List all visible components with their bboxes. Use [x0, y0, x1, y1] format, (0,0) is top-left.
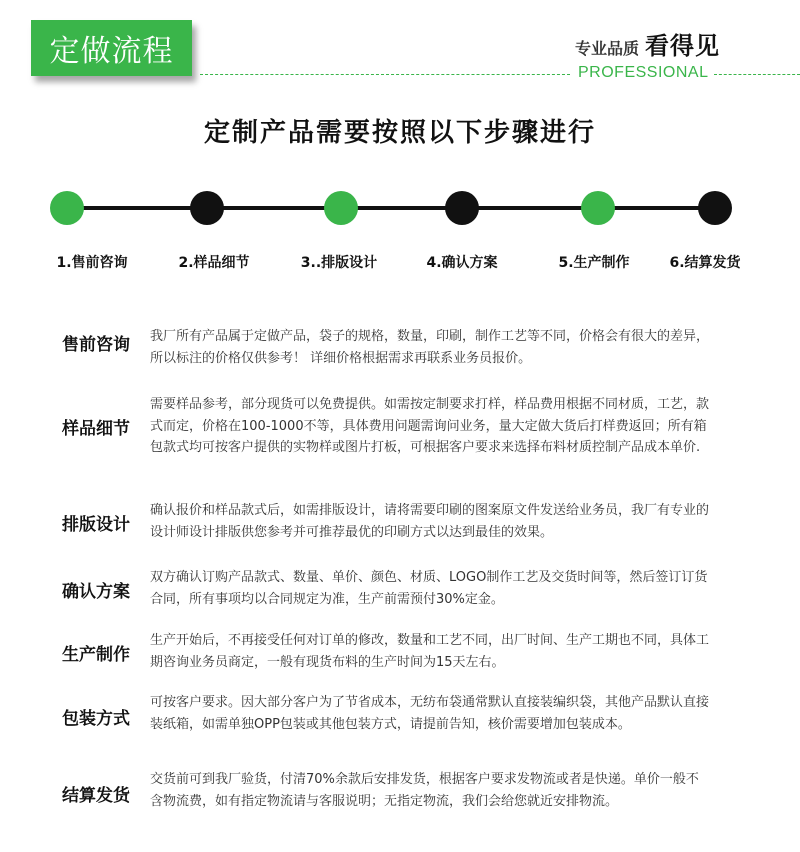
step-label-6: 6.结算发货: [669, 255, 741, 271]
professional-label: PROFESSIONAL: [578, 64, 709, 81]
step-dot-6: [698, 191, 732, 225]
section-title: 样品细节: [62, 419, 130, 439]
step-label-1: 1.售前咨询: [56, 255, 128, 271]
slogan: [575, 26, 720, 61]
section-body: 需要样品参考，部分现货可以免费提供。如需按定制要求打样，样品费用根据不同材质，工艺，款式而定，价格在100-1000不等，具体费用问题需询问业务，量大定做大货后打样费返回；所有箱包款式均可按客户提供的实物样或图片打板，可根据客户要求来选择布料材质控制产品成本单价.: [150, 397, 710, 455]
section-body: 可按客户要求。因大部分客户为了节省成本，无纺布袋通常默认直接装编织袋，其他产品默认直接装纸箱，如需单独OPP包装或其他包装方式，请提前告知，核价需要增加包装成本。: [150, 695, 710, 732]
step-label-5: 5.生产制作: [558, 255, 630, 271]
step-label-2: 2.样品细节: [178, 255, 250, 271]
divider-right: [714, 74, 800, 75]
slogan-small: 专业品质: [574, 39, 639, 58]
header-badge-text: 定做流程: [49, 34, 174, 69]
section-title: 排版设计: [62, 515, 130, 535]
divider-left: [200, 74, 570, 75]
section-body: 生产开始后，不再接受任何对订单的修改，数量和工艺不同，出厂时间、生产工期也不同，具体工期咨询业务员商定，一般有现货布料的生产时间为15天左右。: [150, 633, 710, 670]
slogan-big: 看得见: [645, 32, 720, 60]
section-title: 确认方案: [62, 582, 130, 602]
section-title: 售前咨询: [62, 335, 130, 355]
step-dot-5: [581, 191, 615, 225]
step-dot-3: [324, 191, 358, 225]
section-title: 结算发货: [62, 786, 130, 806]
step-dot-1: [50, 191, 84, 225]
section-title: 生产制作: [62, 645, 130, 665]
step-label-3: 3..排版设计: [300, 255, 378, 271]
page-title: 定制产品需要按照以下步骤进行: [203, 118, 596, 148]
timeline-line: [67, 206, 715, 210]
section-body: 交货前可到我厂验货，付清70%余款后安排发货，根据客户要求发物流或者是快递。单价一般不含物流费，如有指定物流请与客服说明；无指定物流，我们会给您就近安排物流。: [150, 772, 699, 809]
section-body: 确认报价和样品款式后，如需排版设计，请将需要印刷的图案原文件发送给业务员，我厂有专业的设计师设计排版供您参考并可推荐最优的印刷方式以达到最佳的效果。: [150, 503, 710, 540]
section-title: 包装方式: [62, 709, 130, 729]
step-label-4: 4.确认方案: [426, 255, 498, 271]
section-body: 双方确认订购产品款式、数量、单价、颜色、材质、LOGO制作工艺及交货时间等，然后签订订货合同，所有事项均以合同规定为准，生产前需预付30%定金。: [150, 570, 708, 607]
step-dot-2: [190, 191, 224, 225]
header-badge: [31, 20, 192, 76]
section-body: 我厂所有产品属于定做产品，袋子的规格，数量，印刷，制作工艺等不同，价格会有很大的差异，所以标注的价格仅供参考！ 详细价格根据需求再联系业务员报价。: [150, 329, 710, 366]
step-dot-4: [445, 191, 479, 225]
